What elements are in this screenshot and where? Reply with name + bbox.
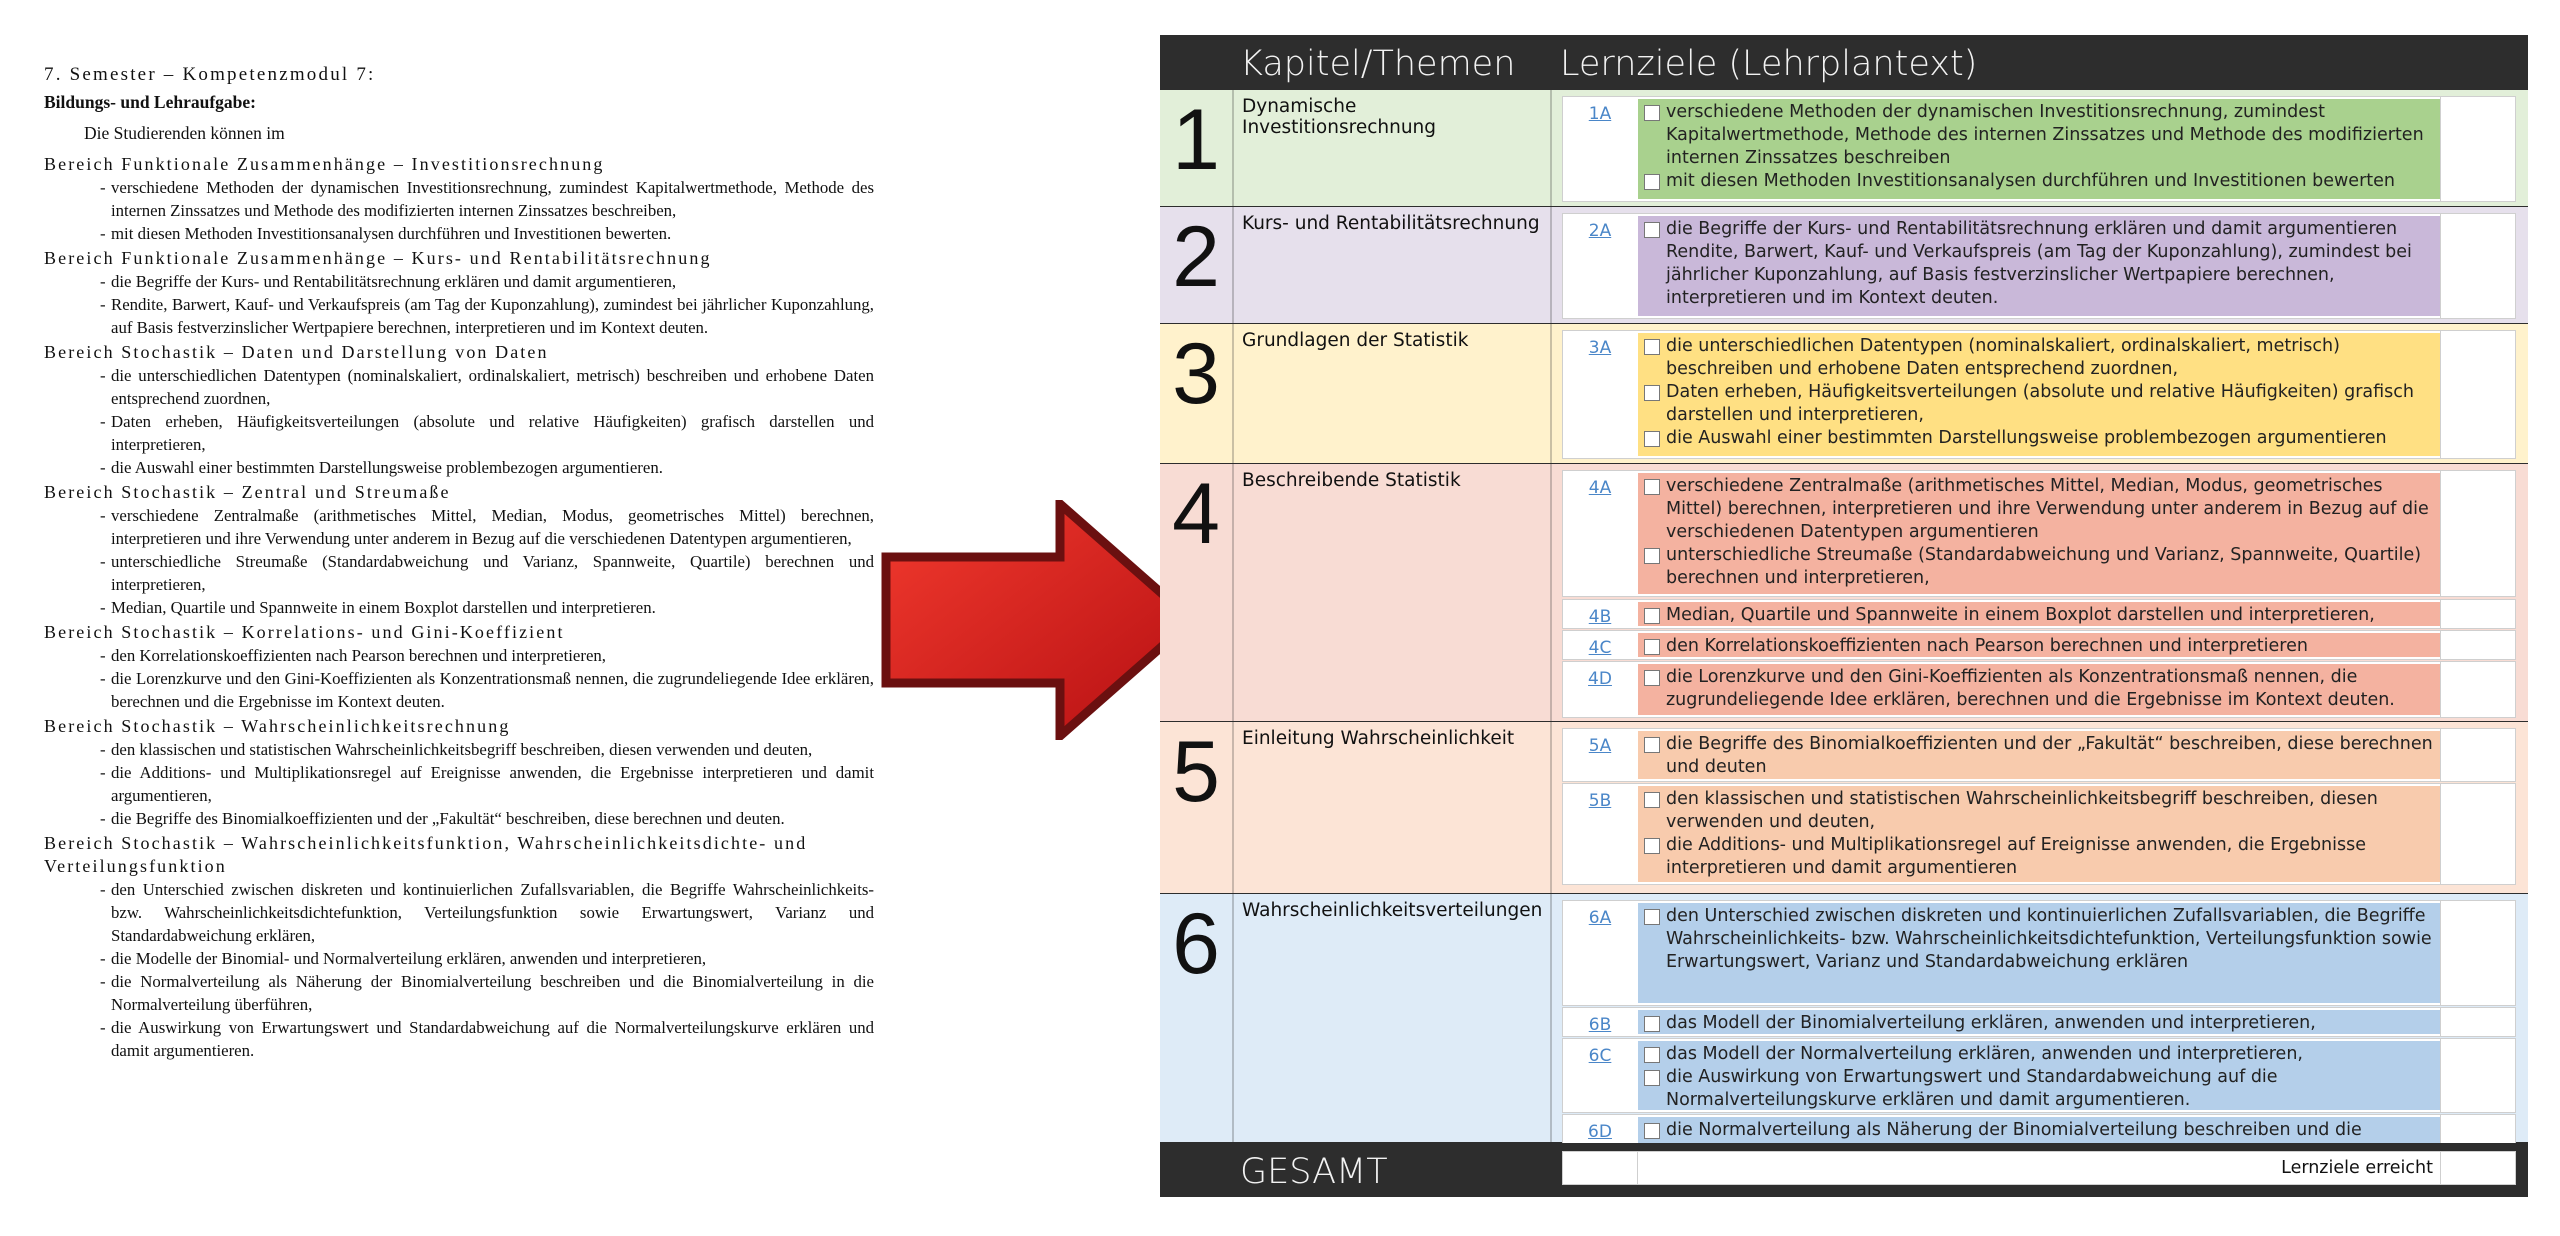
- goal-item: [1642, 101, 2438, 170]
- learning-goal-row: [1562, 599, 2516, 629]
- goal-item: [1642, 475, 2438, 544]
- goal-code-link[interactable]: 5B: [1588, 791, 1612, 811]
- goal-code-link[interactable]: 1A: [1588, 104, 1612, 124]
- right-arrow-icon: [880, 500, 1200, 740]
- goal-list: [1638, 731, 2442, 779]
- column-divider: [1550, 207, 1552, 323]
- bereich-items: [44, 878, 874, 1062]
- column-divider: [1550, 90, 1552, 206]
- result-cell[interactable]: [2440, 471, 2515, 596]
- bereich-item: - die Auswahl einer bestimmten Darstellungsweise problembezogen argumentieren.: [44, 456, 874, 479]
- learning-goal-row: [1562, 783, 2516, 885]
- goal-checkbox[interactable]: [1644, 431, 1660, 447]
- goal-checkbox[interactable]: [1644, 1016, 1660, 1032]
- goal-checkbox[interactable]: [1644, 1070, 1660, 1086]
- goal-list: [1638, 1010, 2442, 1034]
- goal-text: den Unterschied zwischen diskreten und kontinuierlichen Zufallsvariablen, die Begriffe Wahrscheinlichkeits- bzw. Wahrscheinlichkeitsdichtefunktion, Verteilungsfunktion sowie Erwartungswert, Varianz und Standardabweichung erklären: [1666, 906, 2432, 972]
- bereich-items: [44, 176, 874, 245]
- goal-item: [1642, 335, 2438, 381]
- chapter-title: Dynamische Investitionsrechnung: [1242, 96, 1437, 138]
- goal-code-link[interactable]: 5A: [1588, 736, 1612, 756]
- goal-item: [1642, 834, 2438, 880]
- goal-text: das Modell der Binomialverteilung erklären, anwenden und interpretieren,: [1666, 1013, 2316, 1033]
- goal-item: [1642, 1066, 2438, 1112]
- chapter-title: Einleitung Wahrscheinlichkeit: [1242, 728, 1515, 749]
- goal-list: [1638, 903, 2442, 1003]
- bereich-items: [44, 738, 874, 830]
- bereich-heading: Bereich Funktionale Zusammenhänge – Investitionsrechnung: [44, 154, 605, 174]
- goal-checkbox[interactable]: [1644, 339, 1660, 355]
- goal-list: [1638, 1041, 2442, 1110]
- goal-checkbox[interactable]: [1644, 174, 1660, 190]
- goal-list: [1638, 473, 2442, 594]
- bereich-items: [44, 644, 874, 713]
- bereich-item: - unterschiedliche Streumaße (Standardabweichung und Varianz, Spannweite, Quartile) berechnen und interpretieren,: [44, 550, 874, 596]
- section-row: [1160, 207, 2528, 323]
- footer-text: Lernziele erreicht: [2281, 1158, 2433, 1178]
- goal-item: [1642, 635, 2438, 658]
- goal-checkbox[interactable]: [1644, 548, 1660, 564]
- learning-goal-row: [1562, 630, 2516, 660]
- bereich-item: - den klassischen und statistischen Wahrscheinlichkeitsbegriff beschreiben, diesen verwenden und deuten,: [44, 738, 874, 761]
- goal-checkbox[interactable]: [1644, 1047, 1660, 1063]
- goal-item: [1642, 544, 2438, 590]
- goal-text: Median, Quartile und Spannweite in einem Boxplot darstellen und interpretieren,: [1666, 605, 2375, 625]
- goal-code-link[interactable]: 6C: [1588, 1046, 1612, 1066]
- goal-text: den klassischen und statistischen Wahrscheinlichkeitsbegriff beschreiben, diesen verwenden und deuten,: [1666, 789, 2378, 832]
- bereich-heading: Bereich Stochastik – Daten und Darstellung von Daten: [44, 342, 549, 362]
- goal-text: die Normalverteilung als Näherung der Binomialverteilung beschreiben und die: [1666, 1120, 2362, 1140]
- column-divider: [1550, 324, 1552, 463]
- goal-list: [1638, 633, 2442, 657]
- goal-text: unterschiedliche Streumaße (Standardabweichung und Varianz, Spannweite, Quartile) berechnen und interpretieren,: [1666, 545, 2422, 588]
- section-row: [1160, 464, 2528, 721]
- section-number: 6: [1172, 896, 1220, 992]
- goal-checkbox[interactable]: [1644, 222, 1660, 238]
- goal-list: [1638, 99, 2442, 199]
- bereich-item: - Rendite, Barwert, Kauf- und Verkaufspreis (am Tag der Kuponzahlung), zumindest bei jährlicher Kuponzahlung, auf Basis festverzinslicher Wertpapiere berechnen, interpretieren und im Kontext deuten.: [44, 293, 874, 339]
- bereich-item: - verschiedene Zentralmaße (arithmetisches Mittel, Median, Modus, geometrisches Mittel) berechnen, interpretieren und ihre Verwendung unter anderem in Bezug auf die verschiedenen Datentypen argumentieren,: [44, 504, 874, 550]
- learning-goal-row: [1562, 470, 2516, 597]
- goal-text: verschiedene Methoden der dynamischen Investitionsrechnung, zumindest Kapitalwertmethode, Methode des internen Zinssatzes und Methode des modifizierten internen Zinssatzes beschreiben: [1666, 102, 2424, 168]
- result-cell[interactable]: [2440, 97, 2515, 201]
- column-divider: [1550, 894, 1552, 1142]
- goal-code-link[interactable]: 4A: [1588, 478, 1612, 498]
- goal-checkbox[interactable]: [1644, 479, 1660, 495]
- bereich-item: - die Lorenzkurve und den Gini-Koeffizienten als Konzentrationsmaß nennen, die zugrundeliegende Idee erklären, berechnen und die Ergebnisse im Kontext deuten.: [44, 667, 874, 713]
- goal-code-link[interactable]: 3A: [1588, 338, 1612, 358]
- bereich-heading: Bereich Stochastik – Wahrscheinlichkeitsrechnung: [44, 716, 511, 736]
- curriculum-text: [44, 64, 874, 1064]
- bereich-items: [44, 364, 874, 479]
- goal-item: [1642, 218, 2438, 310]
- section-row: [1160, 324, 2528, 463]
- bereich-item: - die Begriffe der Kurs- und Rentabilitätsrechnung erklären und damit argumentieren,: [44, 270, 874, 293]
- goal-text: den Korrelationskoeffizienten nach Pearson berechnen und interpretieren: [1666, 636, 2308, 656]
- goal-text: mit diesen Methoden Investitionsanalysen durchführen und Investitionen bewerten: [1666, 171, 2395, 191]
- goal-checkbox[interactable]: [1644, 838, 1660, 854]
- bereich-item: - mit diesen Methoden Investitionsanalysen durchführen und Investitionen bewerten.: [44, 222, 874, 245]
- goal-item: [1642, 1012, 2438, 1035]
- learning-goal-row: [1562, 661, 2516, 718]
- section-row: [1160, 894, 2528, 1142]
- result-cell[interactable]: [2440, 662, 2515, 717]
- goal-checkbox[interactable]: [1644, 385, 1660, 401]
- goal-code-link[interactable]: 4B: [1588, 607, 1612, 627]
- bereich-item: - die Begriffe des Binomialkoeffizienten und der „Fakultät“ beschreiben, diese berechnen und deuten.: [44, 807, 874, 830]
- result-cell[interactable]: [2440, 214, 2515, 318]
- section-row: [1160, 722, 2528, 893]
- goal-list: [1638, 602, 2442, 626]
- section-number: 3: [1172, 326, 1220, 422]
- bildung-heading: Bildungs- und Lehraufgabe:: [44, 92, 257, 112]
- learning-goal-row: [1562, 96, 2516, 202]
- footer-label: GESAMT: [1240, 1152, 1388, 1192]
- bereich-item: - die unterschiedlichen Datentypen (nominalskaliert, ordinalskaliert, metrisch) beschreiben und erhobene Daten entsprechend zuordnen,: [44, 364, 874, 410]
- bereich-item: - Median, Quartile und Spannweite in einem Boxplot darstellen und interpretieren.: [44, 596, 874, 619]
- section-number: 4: [1172, 466, 1220, 562]
- learning-goal-row: [1562, 1007, 2516, 1037]
- bereich-heading: Bereich Stochastik – Zentral und Streumaße: [44, 482, 451, 502]
- goal-text: die Begriffe der Kurs- und Rentabilitätsrechnung erklären und damit argumentieren Rendite, Barwert, Kauf- und Verkaufspreis (am Tag der Kuponzahlung), zumindest bei jährlicher Kuponzahlung, auf Basis festverzinslicher Wertpapiere berechnen, interpretieren und im Kontext deuten.: [1666, 219, 2412, 308]
- chapter-title: Beschreibende Statistik: [1242, 470, 1461, 491]
- bereich-item: - den Unterschied zwischen diskreten und kontinuierlichen Zufallsvariablen, die Begriffe Wahrscheinlichkeits- bzw. Wahrscheinlichkeitsdichtefunktion, Verteilungsfunktion sowie Erwartungswert, Varianz und Standardabweichung erklären,: [44, 878, 874, 947]
- goal-list: [1638, 664, 2442, 715]
- learning-goal-row: [1562, 1038, 2516, 1113]
- goal-item: [1642, 604, 2438, 627]
- goal-code-link[interactable]: 6B: [1588, 1015, 1612, 1035]
- footer-divider: [1637, 1152, 1638, 1184]
- goal-item: [1642, 788, 2438, 834]
- column-divider: [1550, 722, 1552, 893]
- bereich-heading: Bereich Stochastik – Korrelations- und Gini-Koeffizient: [44, 622, 565, 642]
- chapter-title: Grundlagen der Statistik: [1242, 330, 1469, 351]
- intro-text: Die Studierenden können im: [84, 123, 285, 143]
- bereich-items: [44, 270, 874, 339]
- goal-list: [1638, 216, 2442, 316]
- learning-goal-row: [1562, 213, 2516, 319]
- section-number: 5: [1172, 724, 1220, 820]
- goal-item: [1642, 733, 2438, 779]
- goal-checkbox[interactable]: [1644, 608, 1660, 624]
- goal-list: [1638, 786, 2442, 882]
- goal-text: die Additions- und Multiplikationsregel auf Ereignisse anwenden, die Ergebnisse interpretieren und damit argumentieren: [1666, 835, 2367, 878]
- bereich-item: - die Auswirkung von Erwartungswert und Standardabweichung auf die Normalverteilungskurve erklären und damit argumentieren.: [44, 1016, 874, 1062]
- goal-checkbox[interactable]: [1644, 670, 1660, 686]
- goal-text: die Begriffe des Binomialkoeffizienten und der „Fakultät“ beschreiben, diese berechnen und deuten: [1666, 734, 2433, 777]
- goal-code-link[interactable]: 4C: [1588, 638, 1612, 658]
- goal-text: die Lorenzkurve und den Gini-Koeffizienten als Konzentrationsmaß nennen, die zugrundeliegende Idee erklären, berechnen und die Ergebnisse im Kontext deuten.: [1666, 667, 2395, 710]
- bereich-item: - die Additions- und Multiplikationsregel auf Ereignisse anwenden, die Ergebnisse interpretieren und damit argumentieren,: [44, 761, 874, 807]
- column-divider: [1550, 464, 1552, 721]
- goal-text: die Auswirkung von Erwartungswert und Standardabweichung auf die Normalverteilungskurve erklären und damit argumentieren.: [1666, 1067, 2278, 1110]
- chapter-title: Wahrscheinlichkeitsverteilungen: [1242, 900, 1543, 921]
- result-cell[interactable]: [2440, 631, 2515, 659]
- goal-checkbox[interactable]: [1644, 1123, 1660, 1139]
- header-goals: Lernziele (Lehrplantext): [1560, 44, 1978, 84]
- section-number: 2: [1172, 209, 1220, 305]
- bereich-item: - die Modelle der Binomial- und Normalverteilung erklären, anwenden und interpretieren,: [44, 947, 874, 970]
- goal-text: die unterschiedlichen Datentypen (nominalskaliert, ordinalskaliert, metrisch) beschreiben und erhobene Daten entsprechend zuordnen,: [1666, 336, 2340, 379]
- bereich-heading: Bereich Funktionale Zusammenhänge – Kurs- und Rentabilitätsrechnung: [44, 248, 712, 268]
- result-cell[interactable]: [2440, 1039, 2515, 1112]
- result-cell[interactable]: [2440, 1008, 2515, 1036]
- header-chapter: Kapitel/Themen: [1240, 44, 1516, 84]
- goal-checkbox[interactable]: [1644, 792, 1660, 808]
- result-cell[interactable]: [2440, 331, 2515, 458]
- bereich-heading: Bereich Stochastik – Wahrscheinlichkeitsfunktion, Wahrscheinlichkeitsdichte- und Verteilungsfunktion: [44, 833, 808, 876]
- goal-item: [1642, 170, 2438, 193]
- learning-goal-row: [1562, 900, 2516, 1006]
- goal-item: [1642, 905, 2438, 974]
- goal-text: die Auswahl einer bestimmten Darstellungsweise problembezogen argumentieren: [1666, 428, 2387, 448]
- goal-item: [1642, 427, 2438, 450]
- result-cell[interactable]: [2440, 784, 2515, 884]
- goal-text: das Modell der Normalverteilung erklären, anwenden und interpretieren,: [1666, 1044, 2303, 1064]
- section-number: 1: [1172, 92, 1220, 188]
- bereich-list: [44, 153, 874, 1062]
- learning-goals-table: [1160, 35, 2528, 1197]
- goal-item: [1642, 1043, 2438, 1066]
- bereich-item: - den Korrelationskoeffizienten nach Pearson berechnen und interpretieren,: [44, 644, 874, 667]
- section-row: [1160, 90, 2528, 206]
- goal-code-link[interactable]: 2A: [1588, 221, 1612, 241]
- total-checkbox-cell[interactable]: [2440, 1152, 2515, 1184]
- goal-text: Daten erheben, Häufigkeitsverteilungen (absolute und relative Häufigkeiten) grafisch darstellen und interpretieren,: [1666, 382, 2414, 425]
- goal-item: [1642, 381, 2438, 427]
- semester-heading: 7. Semester – Kompetenzmodul 7:: [44, 64, 376, 85]
- goal-code-link[interactable]: 4D: [1588, 669, 1612, 689]
- footer-summary: [1562, 1151, 2516, 1185]
- result-cell[interactable]: [2440, 729, 2515, 781]
- bereich-items: [44, 504, 874, 619]
- goal-code-link[interactable]: 6D: [1588, 1122, 1612, 1142]
- result-cell[interactable]: [2440, 600, 2515, 628]
- goal-text: verschiedene Zentralmaße (arithmetisches Mittel, Median, Modus, geometrisches Mittel) berechnen, interpretieren und ihre Verwendung unter anderem in Bezug auf die verschiedenen Datentypen argumentieren: [1666, 476, 2429, 542]
- result-cell[interactable]: [2440, 901, 2515, 1005]
- table-footer: [1160, 1143, 2528, 1197]
- learning-goal-row: [1562, 728, 2516, 782]
- bereich-item: - die Normalverteilung als Näherung der Binomialverteilung beschreiben und die Binomialverteilung in die Normalverteilung überführen,: [44, 970, 874, 1016]
- bereich-item: - Daten erheben, Häufigkeitsverteilungen (absolute und relative Häufigkeiten) grafisch darstellen und interpretieren,: [44, 410, 874, 456]
- bereich-item: - verschiedene Methoden der dynamischen Investitionsrechnung, zumindest Kapitalwertmethode, Methode des internen Zinssatzes und Methode des modifizierten internen Zinssatzes beschreiben,: [44, 176, 874, 222]
- goal-checkbox[interactable]: [1644, 737, 1660, 753]
- goal-item: [1642, 666, 2438, 712]
- goal-code-link[interactable]: 6A: [1588, 908, 1612, 928]
- goal-list: [1638, 333, 2442, 456]
- goal-checkbox[interactable]: [1644, 909, 1660, 925]
- goal-checkbox[interactable]: [1644, 105, 1660, 121]
- chapter-title: Kurs- und Rentabilitätsrechnung: [1242, 213, 1540, 234]
- learning-goal-row: [1562, 330, 2516, 459]
- goal-checkbox[interactable]: [1644, 639, 1660, 655]
